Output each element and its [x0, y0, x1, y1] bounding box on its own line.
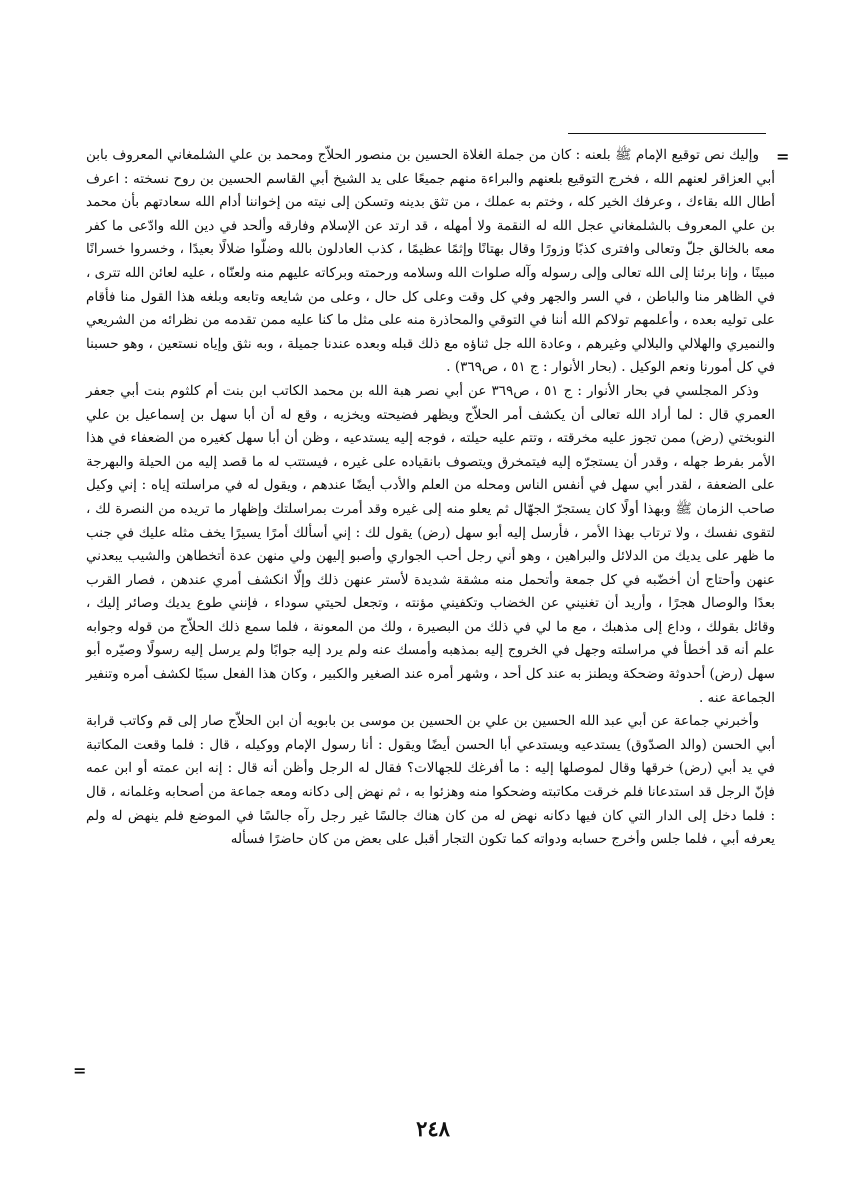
page-number: ٢٤٨ [416, 1116, 450, 1141]
footnote-continuation-mark-top: = [776, 147, 790, 166]
footnote-separator-rule [568, 133, 766, 134]
footnote-continuation-mark-bottom: = [73, 1061, 87, 1080]
footnote-paragraph-3: وأخبرني جماعة عن أبي عبد الله الحسين بن علي بن الحسين بن موسى بن بابويه أن ابن الحلاّج صار إلى قم وكاتب قرابة أبي الحسن (والد الصدّوق) يستدعيه ويستدعي أبا الحسن أيضًا ويقول : أنا رسول الإمام ووكيله ، قال : فلما وقعت المكاتبة في يد أبي (رض) خرقها وقال لموصلها إليه : ما أفرغك للجهالات؟ فقال له الرجل وأظن أنه قال : إنه ابن عمته أو ابن عمه فإنّ الرجل قد استدعانا فلم خرقت مكاتبته وضحكوا منه وهزئوا به ، ثم نهض إلى دكانه ومعه جماعة من أصحابه وغلمانه ، قال : فلما دخل إلى الدار التي كان فيها دكانه نهض له من كان هناك جالسًا غير رجل رآه جالسًا في الموضع فلم ينهض له ولم يعرفه أبي ، فلما جلس وأخرج حسابه ودواته كما تكون التجار أقبل على بعض من كان حاضرًا فسأله [86, 713, 775, 848]
footnote-paragraph-1: وإليك نص توقيع الإمام ﷺ بلعنه : كان من جملة الغلاة الحسين بن منصور الحلاّج ومحمد بن علي الشلمغاني المعروف بابن أبي العزاقر لعنهم الله ، فخرج التوقيع بلعنهم والبراءة منهم جميعًا على يد الشيخ أبي القاسم الحسين بن روح نسخته : اعرف أطال الله بقاءك ، وعرفك الخير كله ، وختم به عملك ، من تثق بدينه وتسكن إلى نيته من إخواننا أدام الله سعادتهم بأن محمد بن علي المعروف بالشلمغاني عجل الله له النقمة ولا أمهله ، قد ارتد عن الإسلام وفارقه وألحد في دين الله وادّعى ما كفر معه بالخالق جلّ وتعالى وافترى كذبًا وزورًا وقال بهتانًا وإثمًا عظيمًا ، كذب العادلون بالله وضلّوا ضلالًا بعيدًا ، وخسروا خسرانًا مبينًا ، وإنا برئنا إلى الله تعالى وإلى رسوله وآله صلوات الله وسلامه ورحمته وبركاته عليهم منه ولعنّاه ، عليه لعائن الله تترى ، في الظاهر منا والباطن ، في السر والجهر وفي كل وقت وعلى كل حال ، وعلى من شايعه وتابعه وبلغه هذا القول منا فأقام على توليه بعده ، وأعلمهم تولاكم الله أننا في التوقي والمحاذرة منه على مثل ما كنا عليه ممن تقدمه من نظرائه من الشريعي والنميري والهلالي والبلالي وغيرهم ، وعادة الله جل ثناؤه مع ذلك قبله وبعده عندنا جميلة ، وبه نثق وإياه نستعين ، وهو حسبنا في كل أمورنا ونعم الوكيل . (بحار الأنوار : ج ٥١ ، ص٣٦٩) . [85, 147, 775, 376]
footnote-paragraph-2: وذكر المجلسي في بحار الأنوار : ج ٥١ ، ص٣٦٩ عن أبي نصر هبة الله بن محمد الكاتب ابن بنت أم كلثوم بنت أبي جعفر العمري قال : لما أراد الله تعالى أن يكشف أمر الحلاّج ويظهر فضيحته ويخزيه ، وقع له أن أبا سهل بن إسماعيل بن علي النوبختي (رض) ممن تجوز عليه مخرقته ، وتتم عليه حيلته ، فوجه إليه يستدعيه ، وظن أن أبا سهل كغيره من الضعفاء في هذا الأمر بفرط جهله ، وقدر أن يستجرّه إليه فيتمخرق ويتصوف بانقياده على غيره ، فيستتب له ما قصد إليه من الحيلة والبهرجة على الضعفة ، لقدر أبي سهل في أنفس الناس ومحله من العلم والأدب أيضًا عندهم ، ويقول له في مراسلته إياه : إني وكيل صاحب الزمان ﷺ وبهذا أولًا كان يستجرّ الجهّال ثم يعلو منه إلى غيره وقد أمرت بمراسلتك وإظهار ما تريده من النصرة لك ، لتقوى نفسك ، ولا ترتاب بهذا الأمر ، فأرسل إليه أبو سهل (رض) يقول لك : إني أسألك أمرًا يسيرًا يخف مثله عليك في جنب ما ظهر على يديك من الدلائل والبراهين ، وهو أني رجل أحب الجواري وأصبو إليهن ولي منهن عدة أتخطاهن والشيب يبعدني عنهن وأحتاج أن أخضّبه في كل جمعة وأتحمل منه مشقة شديدة لأستر عنهن ذلك وإلّا انكشف أمري عندهن ، فصار القرب بعدًا والوصال هجرًا ، وأريد أن تغنيني عن الخضاب وتكفيني مؤنته ، وتجعل لحيتي سوداء ، فإنني طوع يديك وصائر إليك ، وقائل بقولك ، وداع إلى مذهبك ، مع ما لي في ذلك من البصيرة ، ولك من المعونة ، فلما سمع ذلك الحلاّج من قوله وجوابه علم أنه قد أخطأ في مراسلته وجهل في الخروج إليه بمذهبه وأمسك عنه ولم يرد إليه جوابًا ولم يرسل إليه رسولًا وصيّره أبو سهل (رض) أحدوثة وضحكة ويطنز به عند كل أحد ، وشهر أمره عند الصغير والكبير ، وكان هذا الفعل سببًا لكشف أمره وتنفير الجماعة عنه . [86, 382, 775, 706]
footnote-text-block [86, 144, 775, 852]
